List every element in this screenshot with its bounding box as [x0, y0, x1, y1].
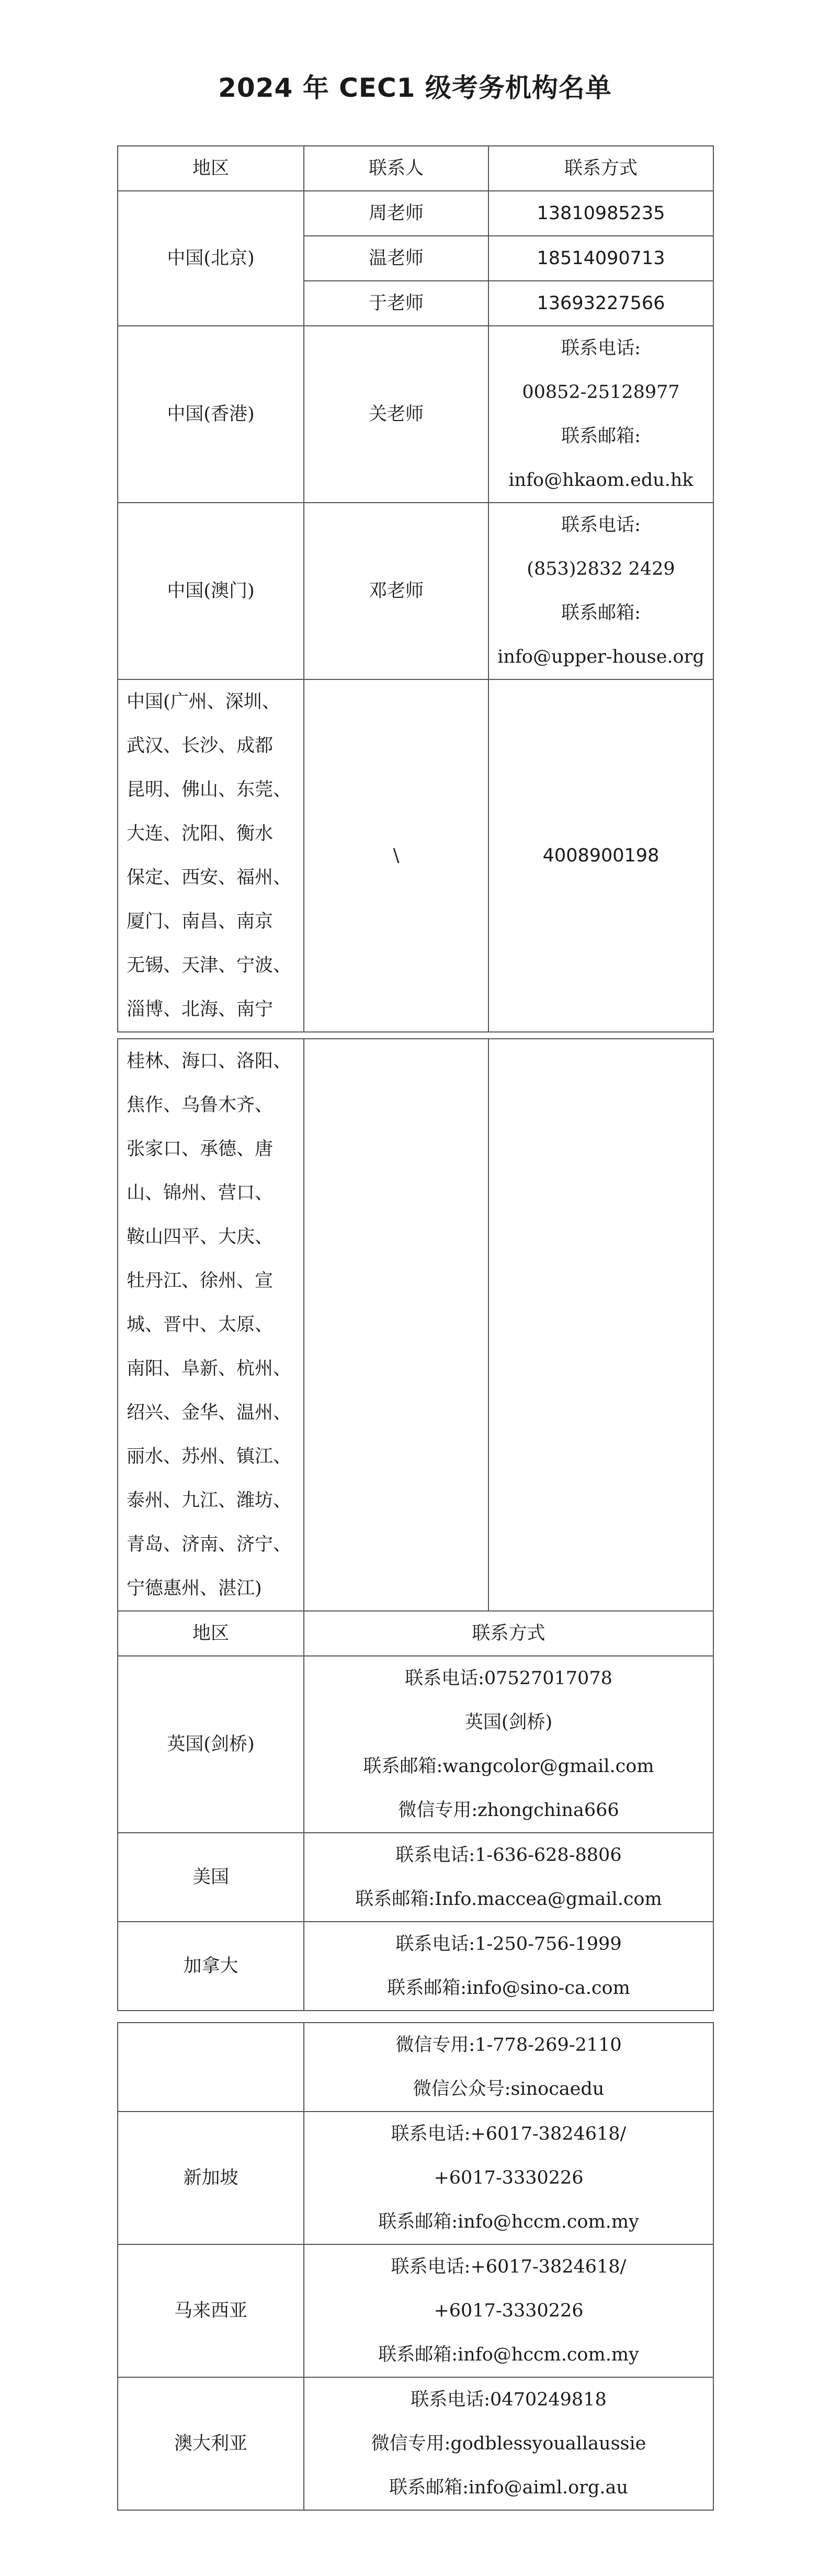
detail-line: 联系电话:+6017-3824618/	[391, 2124, 627, 2144]
region-line: 无锡、天津、宁波、	[127, 955, 292, 976]
detail-line: 联系邮箱:wangcolor@gmail.com	[363, 1756, 654, 1777]
contact-name: 周老师	[304, 191, 488, 236]
contact-phone: 4008900198	[488, 679, 713, 1032]
detail-line: 联系电话:1-636-628-8806	[395, 1845, 622, 1866]
region-beijing: 中国(北京)	[118, 191, 304, 326]
region-canada: 加拿大	[118, 1922, 304, 2011]
table-header-row	[118, 1611, 713, 1656]
table-row	[118, 1656, 713, 1833]
detail-line: 联系邮箱:info@hccm.com.my	[378, 2344, 639, 2365]
detail-line: 联系电话:+6017-3824618/	[391, 2256, 627, 2277]
region-line: 张家口、承德、唐	[127, 1139, 274, 1160]
detail-line: 联系电话:0470249818	[411, 2389, 607, 2410]
page-title: 2024 年 CEC1 级考务机构名单	[218, 73, 612, 103]
table-row	[118, 679, 713, 1032]
region-mainland-cities-continued	[118, 1039, 304, 1611]
detail-line: 微信专用:1-778-269-2110	[395, 2035, 622, 2056]
region-singapore: 新加坡	[118, 2112, 304, 2244]
region-line: 青岛、济南、济宁、	[127, 1534, 292, 1555]
contact-phone: 13693227566	[488, 281, 713, 326]
detail-line: (853)2832 2429	[527, 559, 675, 580]
detail-line: 联系邮箱:	[561, 426, 641, 447]
contact-phone: 18514090713	[488, 236, 713, 281]
detail-line: 联系电话:07527017078	[405, 1668, 612, 1689]
region-line: 中国(广州、深圳、	[127, 691, 280, 712]
region-line: 保定、西安、福州、	[127, 867, 292, 888]
contact-name: 于老师	[304, 281, 488, 326]
detail-line: 00852-25128977	[522, 382, 680, 403]
detail-line: info@upper-house.org	[497, 646, 704, 667]
region-hongkong: 中国(香港)	[118, 326, 304, 503]
table-row	[118, 326, 713, 503]
table-row	[118, 191, 713, 236]
detail-line: 联系邮箱:info@aiml.org.au	[389, 2477, 628, 2498]
detail-line: 英国(剑桥)	[464, 1712, 553, 1733]
contact-name: 温老师	[304, 236, 488, 281]
region-line: 绍兴、金华、温州、	[127, 1402, 292, 1423]
detail-line: 联系电话:	[561, 515, 641, 536]
region-line: 山、锦州、营口、	[127, 1183, 274, 1204]
table-row	[118, 503, 713, 679]
contact-details	[304, 2377, 713, 2510]
detail-line: 联系电话:	[561, 338, 641, 359]
header-contact-method: 联系方式	[488, 146, 713, 191]
table-row	[118, 1833, 713, 1922]
table-row	[118, 1039, 713, 1611]
contact-details	[304, 2023, 713, 2112]
table-header-row	[118, 146, 713, 191]
contact-name: \	[304, 679, 488, 1032]
detail-line: +6017-3330226	[434, 2300, 584, 2321]
header-contact-method: 联系方式	[304, 1611, 713, 1656]
detail-line: +6017-3330226	[434, 2168, 584, 2188]
region-line: 南阳、阜新、杭州、	[127, 1358, 292, 1379]
contact-details	[304, 1833, 713, 1922]
region-line: 泰州、九江、潍坊、	[127, 1490, 292, 1511]
region-line: 鞍山四平、大庆、	[127, 1227, 274, 1247]
region-uk: 英国(剑桥)	[118, 1656, 304, 1833]
detail-line: 联系电话:1-250-756-1999	[395, 1934, 622, 1955]
region-malaysia: 马来西亚	[118, 2244, 304, 2377]
detail-line: 联系邮箱:Info.maccea@gmail.com	[355, 1889, 662, 1910]
region-usa: 美国	[118, 1833, 304, 1922]
contact-phone: 13810985235	[488, 191, 713, 236]
region-line: 大连、沈阳、衡水	[127, 823, 274, 844]
contact-details	[304, 1656, 713, 1833]
detail-line: 联系邮箱:info@sino-ca.com	[387, 1978, 630, 1999]
agency-table-continued	[117, 1038, 714, 2011]
region-line: 焦作、乌鲁木齐、	[127, 1095, 274, 1116]
table-row	[118, 1922, 713, 2011]
header-region: 地区	[118, 1611, 304, 1656]
empty-cell	[304, 1039, 488, 1611]
contact-details	[304, 2244, 713, 2377]
empty-cell	[488, 1039, 713, 1611]
table-row	[118, 2023, 713, 2112]
table-row	[118, 2244, 713, 2377]
region-australia: 澳大利亚	[118, 2377, 304, 2510]
detail-line: 微信公众号:sinocaedu	[413, 2079, 605, 2100]
detail-line: 联系邮箱:	[561, 603, 641, 623]
region-line: 淄博、北海、南宁	[127, 999, 274, 1020]
header-contact-person: 联系人	[304, 146, 488, 191]
contact-details	[488, 503, 713, 679]
region-line: 厦门、南昌、南京	[127, 911, 274, 932]
agency-table-overseas	[117, 2022, 714, 2511]
contact-details	[304, 2112, 713, 2244]
detail-line: 联系邮箱:info@hccm.com.my	[378, 2211, 639, 2232]
region-empty	[118, 2023, 304, 2112]
contact-name: 关老师	[304, 326, 488, 503]
region-line: 昆明、佛山、东莞、	[127, 779, 292, 800]
region-line: 丽水、苏州、镇江、	[127, 1446, 292, 1467]
agency-table-main	[117, 145, 714, 1032]
region-line: 牡丹江、徐州、宣	[127, 1270, 274, 1291]
header-region: 地区	[118, 146, 304, 191]
region-line: 桂林、海口、洛阳、	[127, 1051, 292, 1072]
region-mainland-cities	[118, 679, 304, 1032]
region-line: 城、晋中、太原、	[127, 1314, 274, 1335]
detail-line: info@hkaom.edu.hk	[508, 470, 693, 491]
contact-details	[304, 1922, 713, 2011]
detail-line: 微信专用:zhongchina666	[398, 1800, 619, 1821]
detail-line: 微信专用:godblessyouallaussie	[371, 2433, 646, 2454]
region-line: 武汉、长沙、成都	[127, 735, 274, 756]
contact-name: 邓老师	[304, 503, 488, 679]
region-line: 宁德惠州、湛江)	[127, 1578, 262, 1599]
table-row	[118, 2377, 713, 2510]
region-macau: 中国(澳门)	[118, 503, 304, 679]
contact-details	[488, 326, 713, 503]
table-row	[118, 2112, 713, 2244]
